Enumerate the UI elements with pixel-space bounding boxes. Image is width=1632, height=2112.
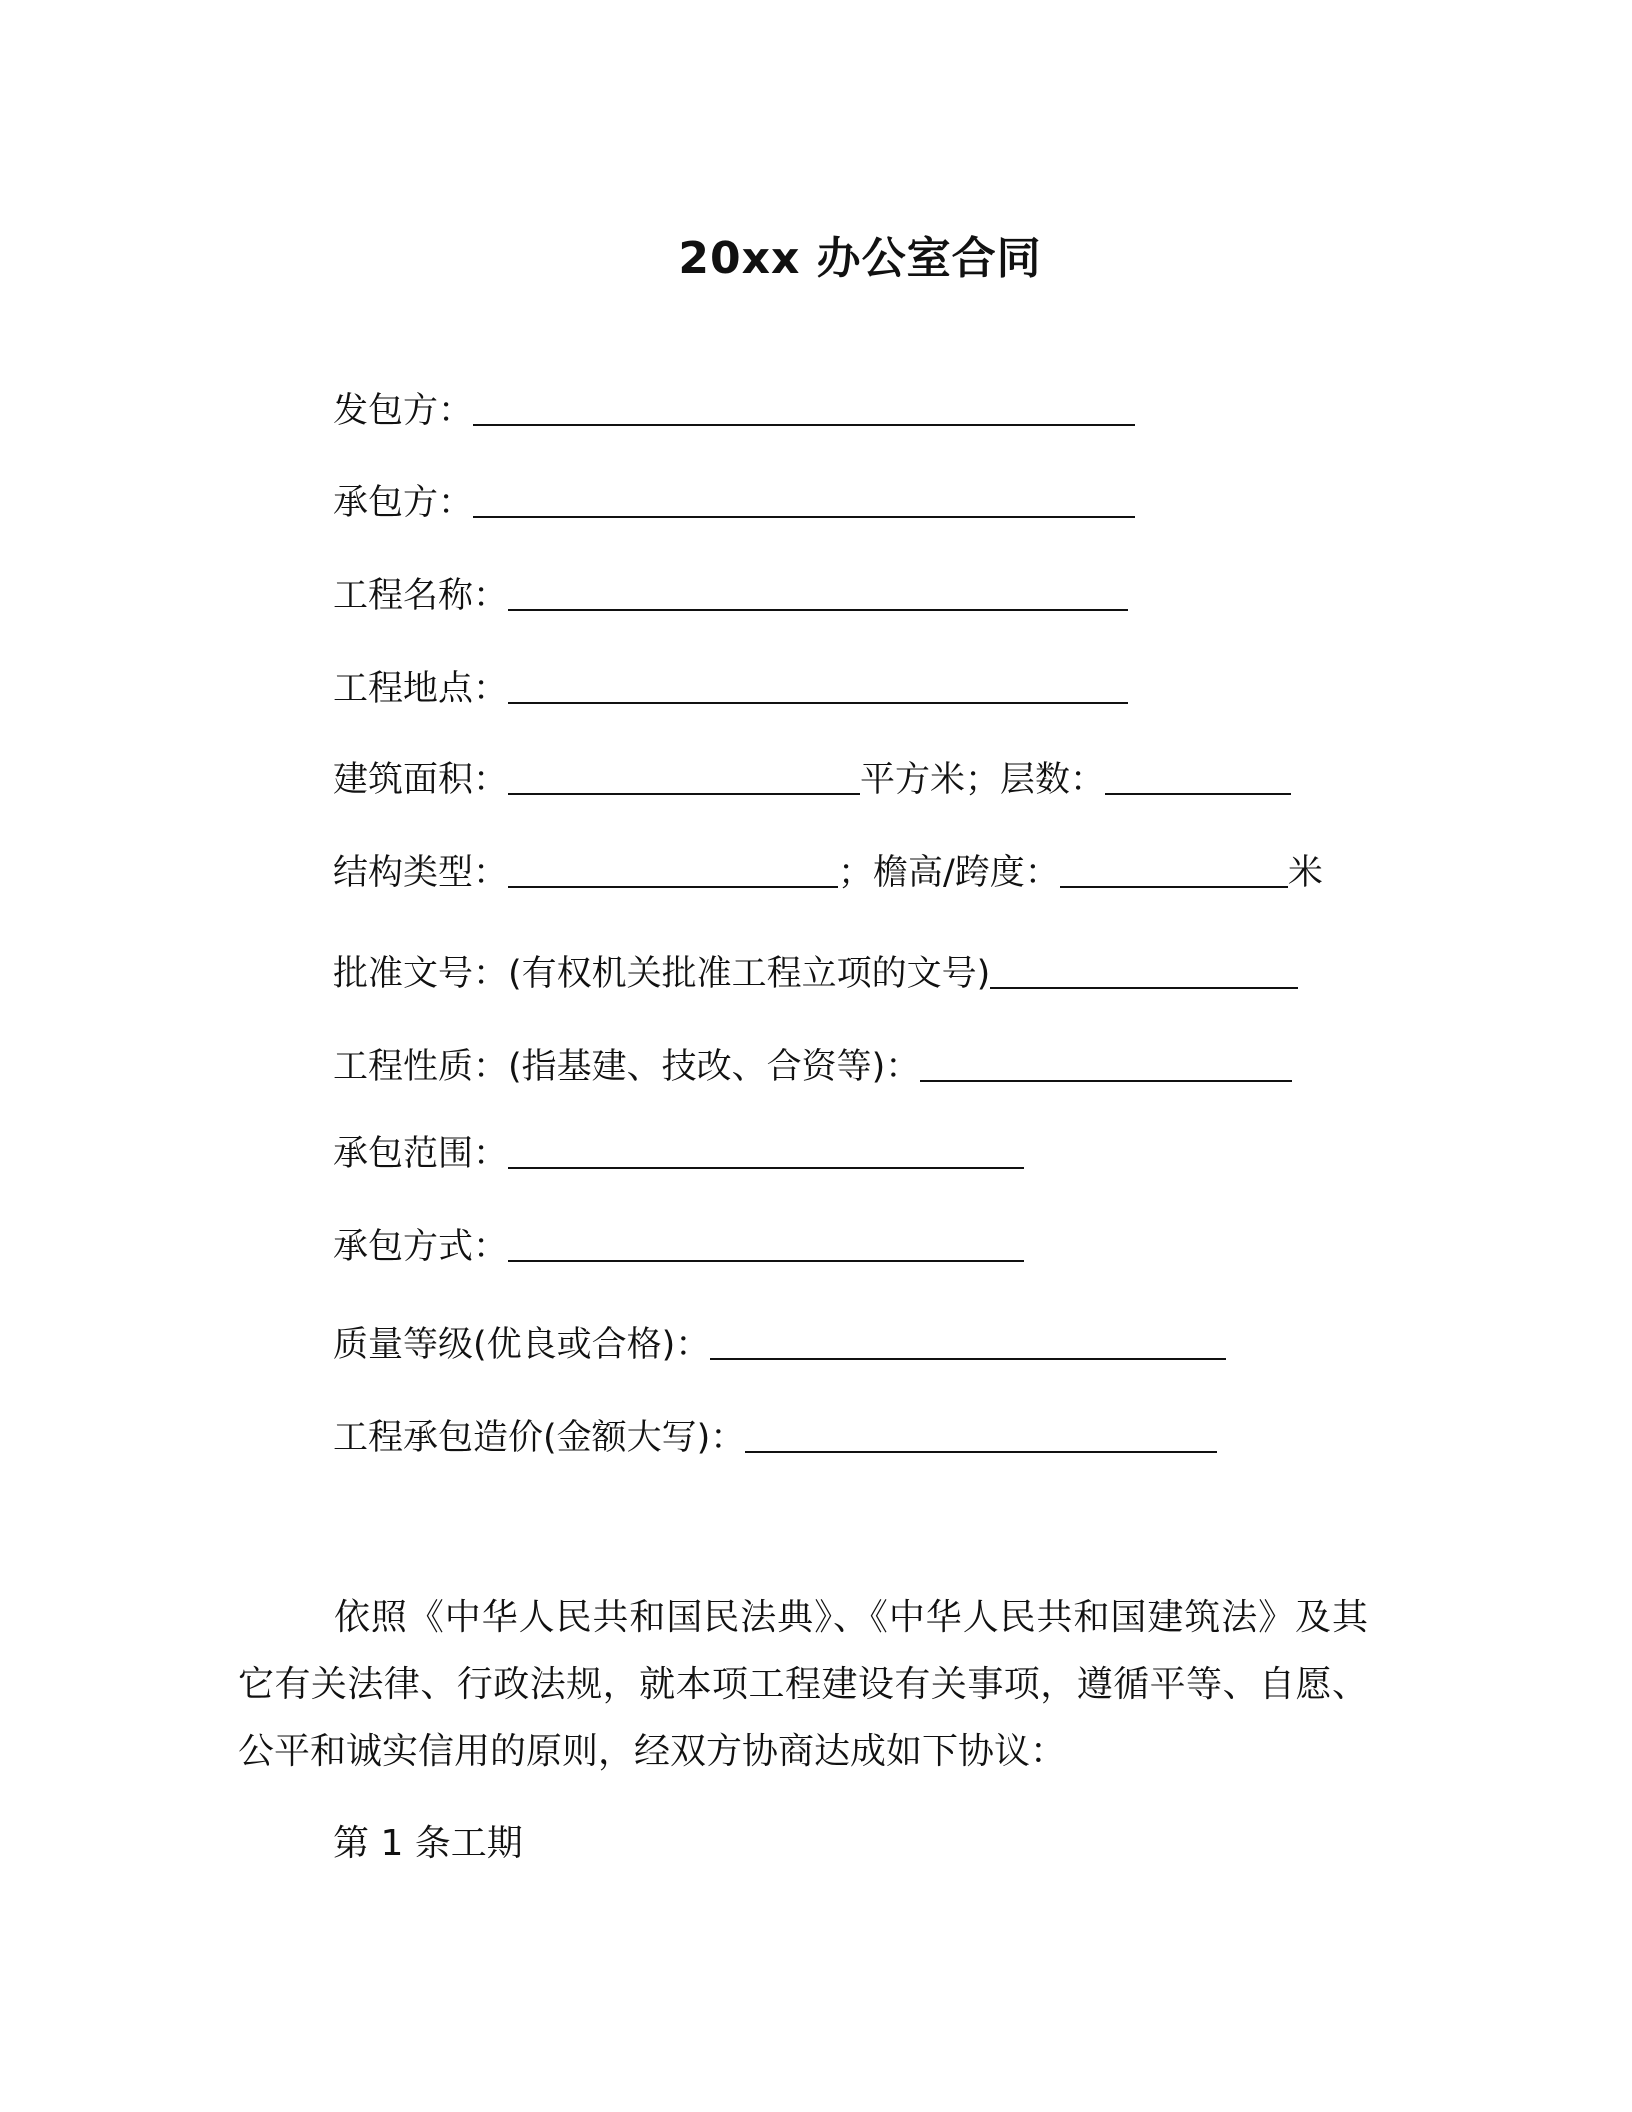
eave-height-label: ；檐高/跨度： (838, 853, 1060, 893)
project-nature-label: 工程性质：(指基建、技改、合资等)： (333, 1047, 921, 1087)
approval-no-blank[interactable] (990, 957, 1298, 989)
employer-field (333, 388, 1135, 434)
scope-field (333, 1131, 1024, 1177)
project-name-label: 工程名称： (333, 576, 509, 616)
building-area-unit: 平方米；层数： (860, 760, 1106, 800)
price-label: 工程承包造价(金额大写)： (333, 1418, 746, 1458)
clause-1-heading: 第 1 条工期 (333, 1823, 523, 1864)
project-nature-blank[interactable] (920, 1050, 1292, 1082)
building-area-field (333, 757, 1291, 803)
contractor-blank[interactable] (473, 486, 1135, 518)
scope-blank[interactable] (508, 1137, 1024, 1169)
project-nature-field (333, 1044, 1292, 1090)
approval-no-field (333, 951, 1298, 997)
structure-type-blank[interactable] (508, 856, 838, 888)
contractor-field (333, 480, 1135, 526)
method-blank[interactable] (508, 1230, 1024, 1262)
eave-height-unit: 米 (1287, 853, 1323, 893)
project-location-label: 工程地点： (333, 669, 509, 709)
employer-blank[interactable] (473, 394, 1135, 426)
floors-blank[interactable] (1105, 763, 1291, 795)
structure-type-label: 结构类型： (333, 853, 509, 893)
structure-type-field (333, 850, 1323, 896)
building-area-blank[interactable] (508, 763, 860, 795)
price-blank[interactable] (745, 1421, 1217, 1453)
project-name-blank[interactable] (508, 579, 1128, 611)
project-location-field (333, 666, 1128, 712)
scope-label: 承包范围： (333, 1134, 509, 1174)
price-field (333, 1415, 1217, 1461)
approval-no-label: 批准文号：(有权机关批准工程立项的文号) (333, 954, 991, 994)
quality-field (333, 1322, 1226, 1368)
method-field (333, 1224, 1024, 1270)
project-location-blank[interactable] (508, 672, 1128, 704)
employer-label: 发包方： (333, 391, 474, 431)
quality-blank[interactable] (710, 1328, 1226, 1360)
building-area-label: 建筑面积： (333, 760, 509, 800)
project-name-field (333, 573, 1128, 619)
document-title: 20xx 办公室合同 (678, 233, 1042, 284)
contractor-label: 承包方： (333, 483, 474, 523)
quality-label: 质量等级(优良或合格)： (333, 1325, 711, 1365)
method-label: 承包方式： (333, 1227, 509, 1267)
preamble-paragraph: 依照《中华人民共和国民法典》、《中华人民共和国建筑法》及其它有关法律、行政法规，就本项工程建设有关事项，遵循平等、自愿、公平和诚实信用的原则，经双方协商达成如下协议： (238, 1597, 1368, 1772)
eave-height-blank[interactable] (1060, 856, 1288, 888)
